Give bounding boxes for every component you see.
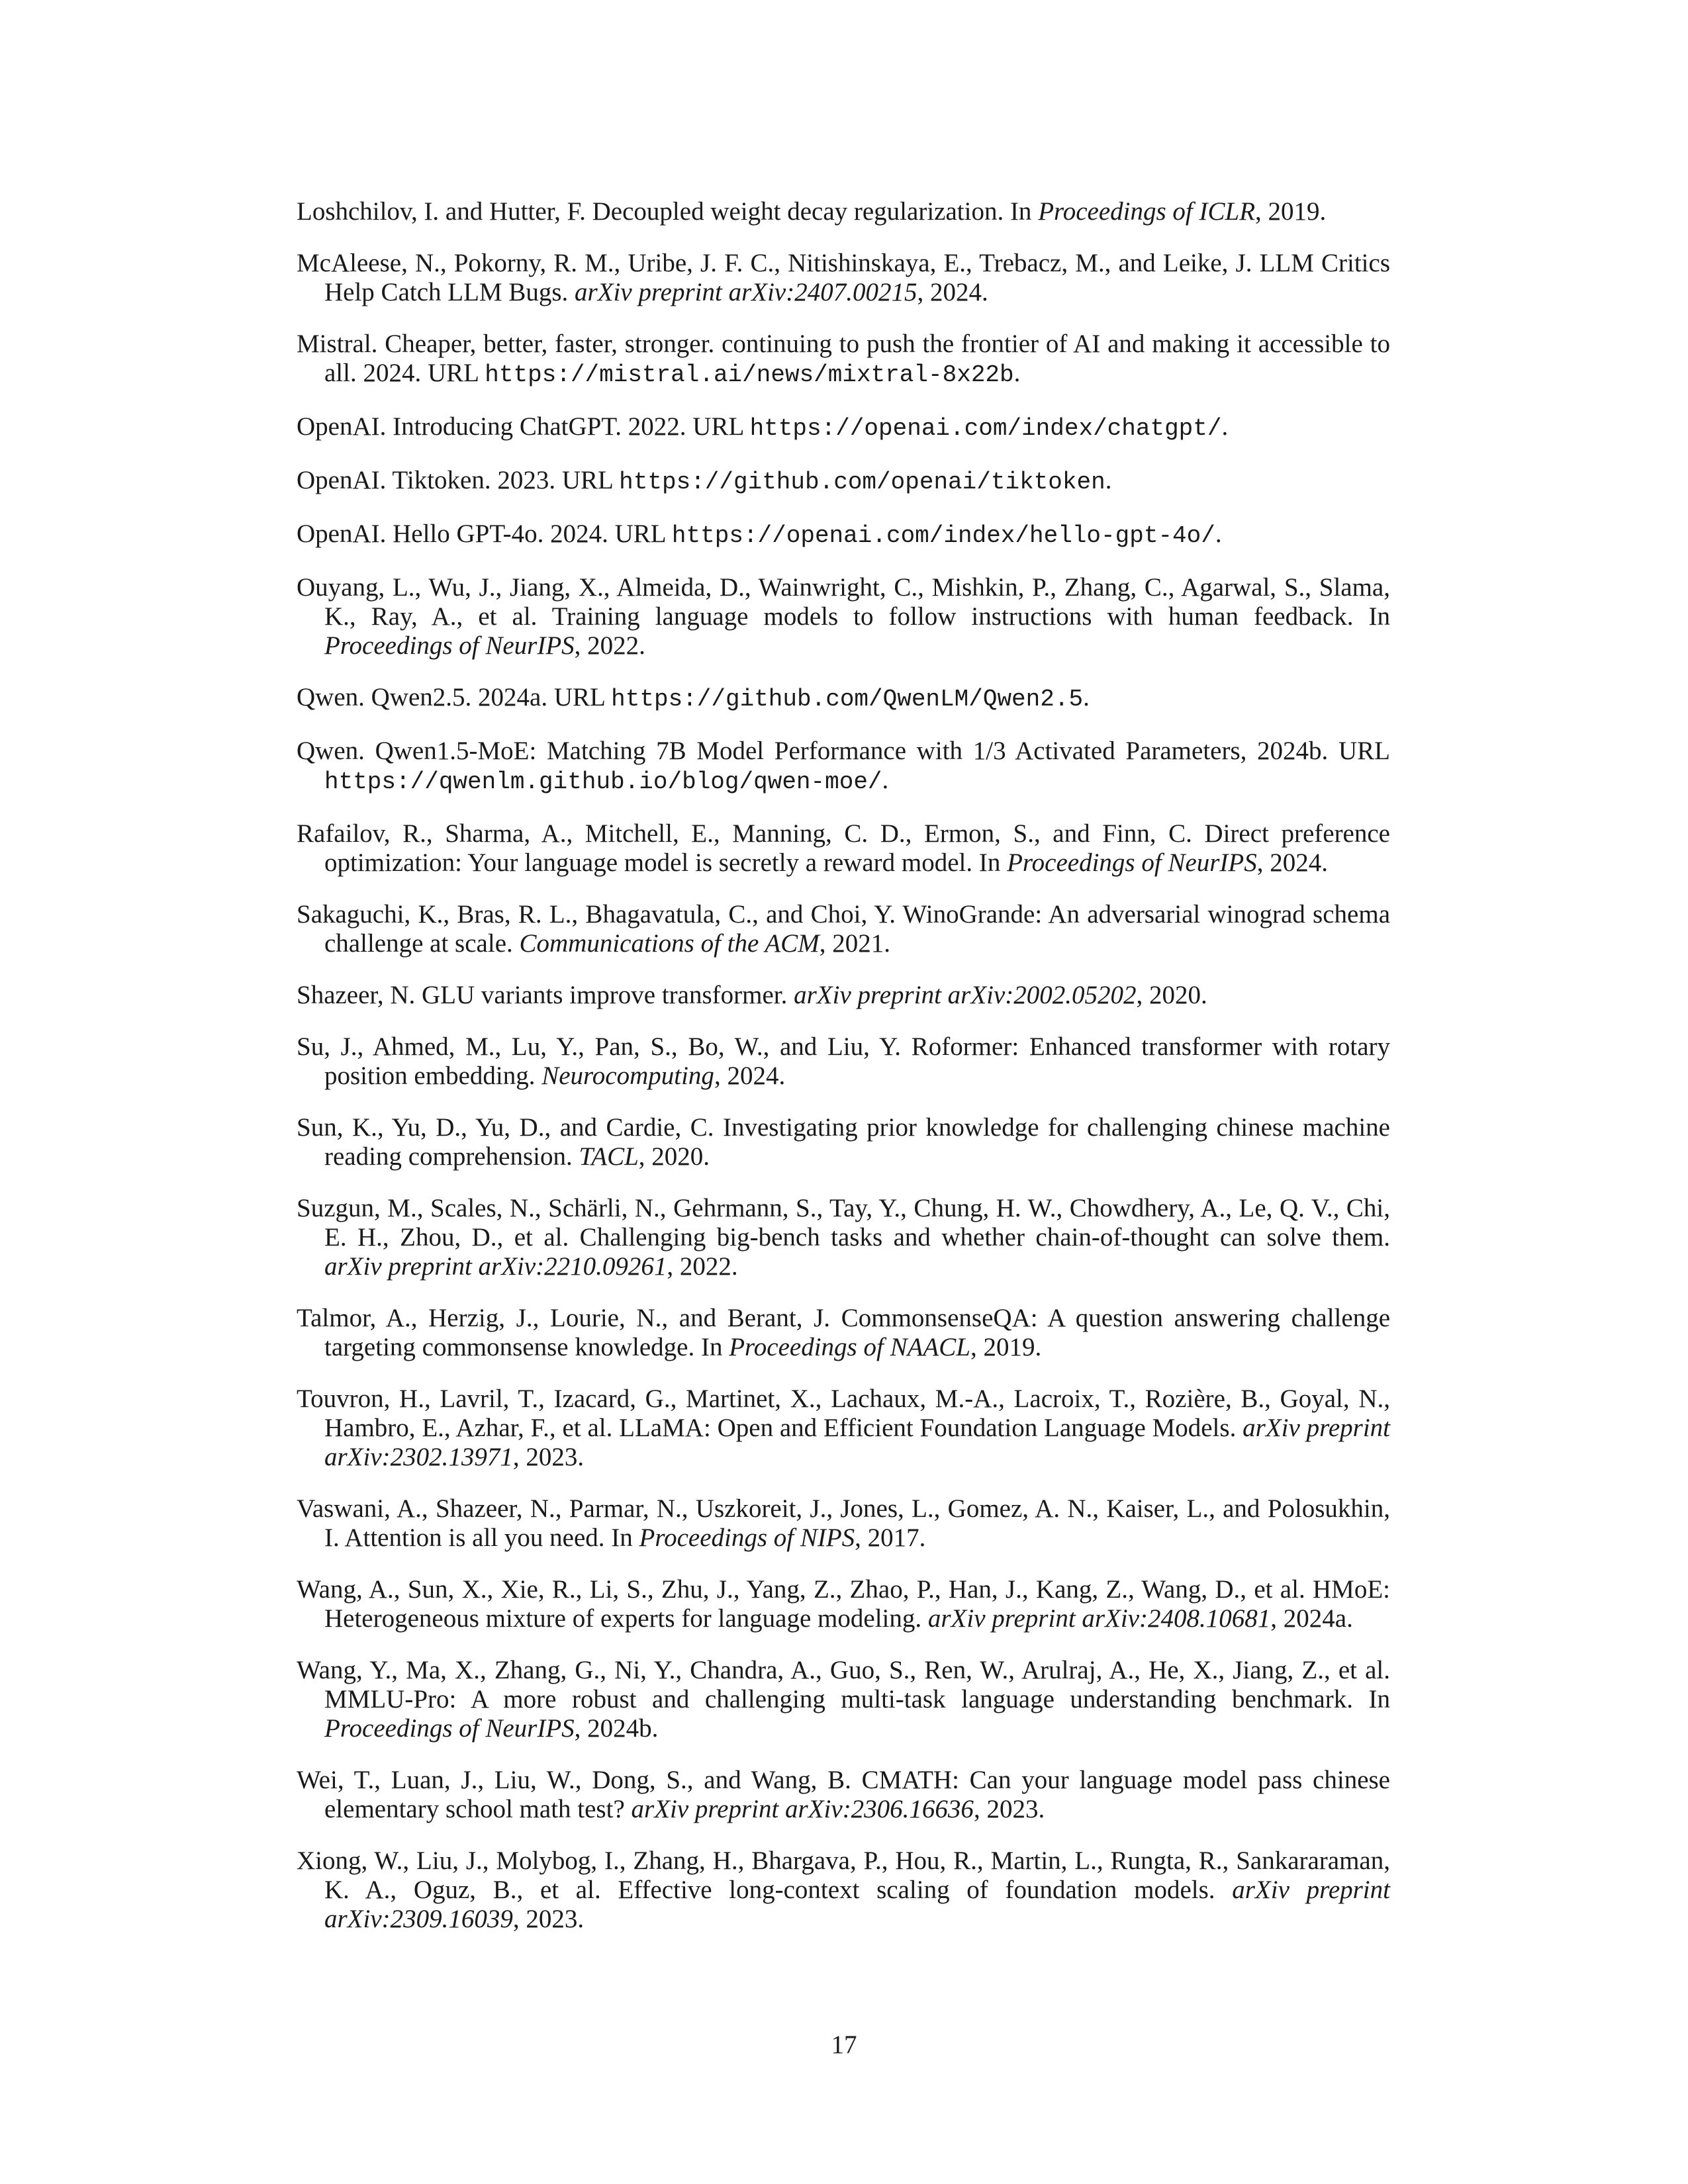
reference-text: Wei, T., Luan, J., Liu, W., Dong, S., and Wang, B. CMATH: Can your language model pass chinese elementary school math test? <box>297 1766 1390 1823</box>
page-number: 17 <box>831 2030 857 2059</box>
reference-venue: Communications of the ACM <box>519 929 820 958</box>
reference-text: , 2024. <box>917 278 988 306</box>
reference-text: Wang, Y., Ma, X., Zhang, G., Ni, Y., Chandra, A., Guo, S., Ren, W., Arulraj, A., He, X., Jiang, Z., et al. MMLU-Pro: A more robust and challenging multi-task language understanding benchmark. In <box>297 1656 1390 1713</box>
reference-venue: Proceedings of NAACL <box>729 1333 970 1361</box>
reference-entry <box>297 249 1390 307</box>
reference-entry <box>297 737 1390 797</box>
reference-text: , 2024. <box>1256 848 1328 877</box>
reference-venue: arXiv preprint arXiv:2210.09261 <box>324 1252 667 1281</box>
reference-text: , 2017. <box>855 1524 926 1552</box>
reference-text: . <box>1221 412 1229 441</box>
reference-venue: Proceedings of NeurIPS <box>1007 848 1257 877</box>
reference-text: . <box>882 766 889 794</box>
reference-text: , 2023. <box>973 1795 1045 1823</box>
reference-text: OpenAI. Tiktoken. 2023. URL <box>297 466 620 494</box>
reference-text: Wang, A., Sun, X., Xie, R., Li, S., Zhu, J., Yang, Z., Zhao, P., Han, J., Kang, Z., Wang, D., et al. HMoE: Heterogeneous mixture of experts for language modeling. <box>297 1575 1390 1633</box>
reference-text: . <box>1105 466 1112 494</box>
reference-entry <box>297 981 1390 1010</box>
reference-venue: arXiv preprint arXiv:2408.10681 <box>927 1604 1271 1633</box>
reference-text: , 2022. <box>574 631 645 660</box>
reference-text: , 2023. <box>512 1443 585 1471</box>
reference-text: , 2024. <box>714 1062 786 1090</box>
reference-text: . <box>1083 683 1090 711</box>
reference-entry <box>297 520 1390 551</box>
reference-text: Shazeer, N. GLU variants improve transformer. <box>297 981 794 1009</box>
reference-entry <box>297 1385 1390 1472</box>
reference-text: Ouyang, L., Wu, J., Jiang, X., Almeida, D., Wainwright, C., Mishkin, P., Zhang, C., Agarwal, S., Slama, K., Ray, A., et al. Training language models to follow instructions with human feedback. In <box>297 573 1390 631</box>
reference-venue: TACL <box>579 1142 639 1171</box>
reference-text: Talmor, A., Herzig, J., Lourie, N., and Berant, J. CommonsenseQA: A question answering challenge targeting commonsense knowledge. In <box>297 1304 1390 1361</box>
reference-text: . <box>1013 359 1021 387</box>
reference-url-link[interactable]: https://openai.com/index/hello-gpt-4o/ <box>671 522 1215 549</box>
reference-entry <box>297 1494 1390 1553</box>
reference-text: Xiong, W., Liu, J., Molybog, I., Zhang, H., Bhargava, P., Hou, R., Martin, L., Rungta, R., Sankararaman, K. A., Oguz, B., et al. Effective long-context scaling of foundation models. <box>297 1846 1390 1904</box>
reference-text: Suzgun, M., Scales, N., Schärli, N., Gehrmann, S., Tay, Y., Chung, H. W., Chowdhery, A., Le, Q. V., Chi, E. H., Zhou, D., et al. Challenging big-bench tasks and whether chain-of-thought can solve them. <box>297 1194 1390 1251</box>
reference-entry <box>297 412 1390 443</box>
reference-text: , 2019. <box>1255 197 1327 226</box>
reference-text: Touvron, H., Lavril, T., Izacard, G., Martinet, X., Lachaux, M.-A., Lacroix, T., Rozière, B., Goyal, N., Hambro, E., Azhar, F., et al. LLaMA: Open and Efficient Foundation Language Models. <box>297 1385 1390 1442</box>
reference-venue: arXiv preprint arXiv:2306.16636 <box>631 1795 974 1823</box>
reference-text: McAleese, N., Pokorny, R. M., Uribe, J. F. C., Nitishinskaya, E., Trebacz, M., and Leike, J. LLM Critics Help Catch LLM Bugs. <box>297 249 1390 306</box>
reference-text: Loshchilov, I. and Hutter, F. Decoupled weight decay regularization. In <box>297 197 1039 226</box>
reference-text: OpenAI. Hello GPT-4o. 2024. URL <box>297 520 672 548</box>
reference-text: Mistral. Cheaper, better, faster, stronger. continuing to push the frontier of AI and making it accessible to all. 2024. URL <box>297 330 1390 387</box>
reference-text: , 2022. <box>667 1252 738 1281</box>
reference-venue: Proceedings of NIPS <box>639 1524 855 1552</box>
reference-entry <box>297 1766 1390 1824</box>
reference-entry <box>297 1656 1390 1743</box>
reference-entry <box>297 683 1390 714</box>
reference-text: Rafailov, R., Sharma, A., Mitchell, E., Manning, C. D., Ermon, S., and Finn, C. Direct preference optimization: Your language model is secretly a reward model. In <box>297 819 1390 877</box>
reference-entry <box>297 1846 1390 1934</box>
reference-text: , 2019. <box>970 1333 1042 1361</box>
reference-entry <box>297 900 1390 958</box>
reference-text: , 2020. <box>1136 981 1207 1009</box>
reference-text: , 2024a. <box>1270 1604 1353 1633</box>
reference-text: OpenAI. Introducing ChatGPT. 2022. URL <box>297 412 750 441</box>
reference-text: Vaswani, A., Shazeer, N., Parmar, N., Uszkoreit, J., Jones, L., Gomez, A. N., Kaiser, L., and Polosukhin, I. Attention is all you need. In <box>297 1494 1390 1552</box>
reference-entry <box>297 1113 1390 1171</box>
reference-entry <box>297 1194 1390 1281</box>
reference-entry <box>297 466 1390 497</box>
reference-url-link[interactable]: https://qwenlm.github.io/blog/qwen-moe/ <box>324 768 882 796</box>
reference-list <box>297 197 1390 1956</box>
reference-text: Sakaguchi, K., Bras, R. L., Bhagavatula, C., and Choi, Y. WinoGrande: An adversarial winograd schema challenge at scale. <box>297 900 1390 958</box>
reference-url-link[interactable]: https://openai.com/index/chatgpt/ <box>749 415 1222 442</box>
reference-entry <box>297 197 1390 226</box>
reference-venue: arXiv preprint arXiv:2407.00215 <box>575 278 917 306</box>
reference-text: , 2020. <box>638 1142 710 1171</box>
reference-venue: Proceedings of ICLR <box>1038 197 1256 226</box>
reference-venue: Neurocomputing <box>541 1062 714 1090</box>
reference-entry <box>297 330 1390 390</box>
reference-venue: arXiv preprint arXiv:2309.16039 <box>324 1876 1390 1933</box>
reference-text: Qwen. Qwen1.5-MoE: Matching 7B Model Performance with 1/3 Activated Parameters, 2024b. URL <box>297 737 1390 765</box>
reference-url-link[interactable]: https://github.com/openai/tiktoken <box>619 469 1105 496</box>
reference-text: Sun, K., Yu, D., Yu, D., and Cardie, C. Investigating prior knowledge for challenging chinese machine reading comprehension. <box>297 1113 1390 1171</box>
reference-url-link[interactable]: https://mistral.ai/news/mixtral-8x22b <box>485 361 1014 388</box>
reference-entry <box>297 573 1390 660</box>
reference-text: Qwen. Qwen2.5. 2024a. URL <box>297 683 612 711</box>
reference-text: Su, J., Ahmed, M., Lu, Y., Pan, S., Bo, W., and Liu, Y. Roformer: Enhanced transformer with rotary position embedding. <box>297 1032 1390 1090</box>
reference-entry <box>297 1032 1390 1091</box>
reference-text: , 2024b. <box>574 1714 659 1743</box>
reference-entry <box>297 1304 1390 1362</box>
reference-url-link[interactable]: https://github.com/QwenLM/Qwen2.5 <box>611 686 1084 713</box>
reference-entry <box>297 1575 1390 1633</box>
reference-text: . <box>1215 520 1222 548</box>
reference-venue: arXiv preprint arXiv:2302.13971 <box>324 1414 1390 1471</box>
reference-entry <box>297 819 1390 878</box>
reference-text: , 2023. <box>512 1905 585 1933</box>
reference-venue: Proceedings of NeurIPS <box>324 631 575 660</box>
reference-text: , 2021. <box>819 929 890 958</box>
reference-venue: arXiv preprint arXiv:2002.05202 <box>794 981 1137 1009</box>
reference-venue: Proceedings of NeurIPS <box>324 1714 575 1743</box>
